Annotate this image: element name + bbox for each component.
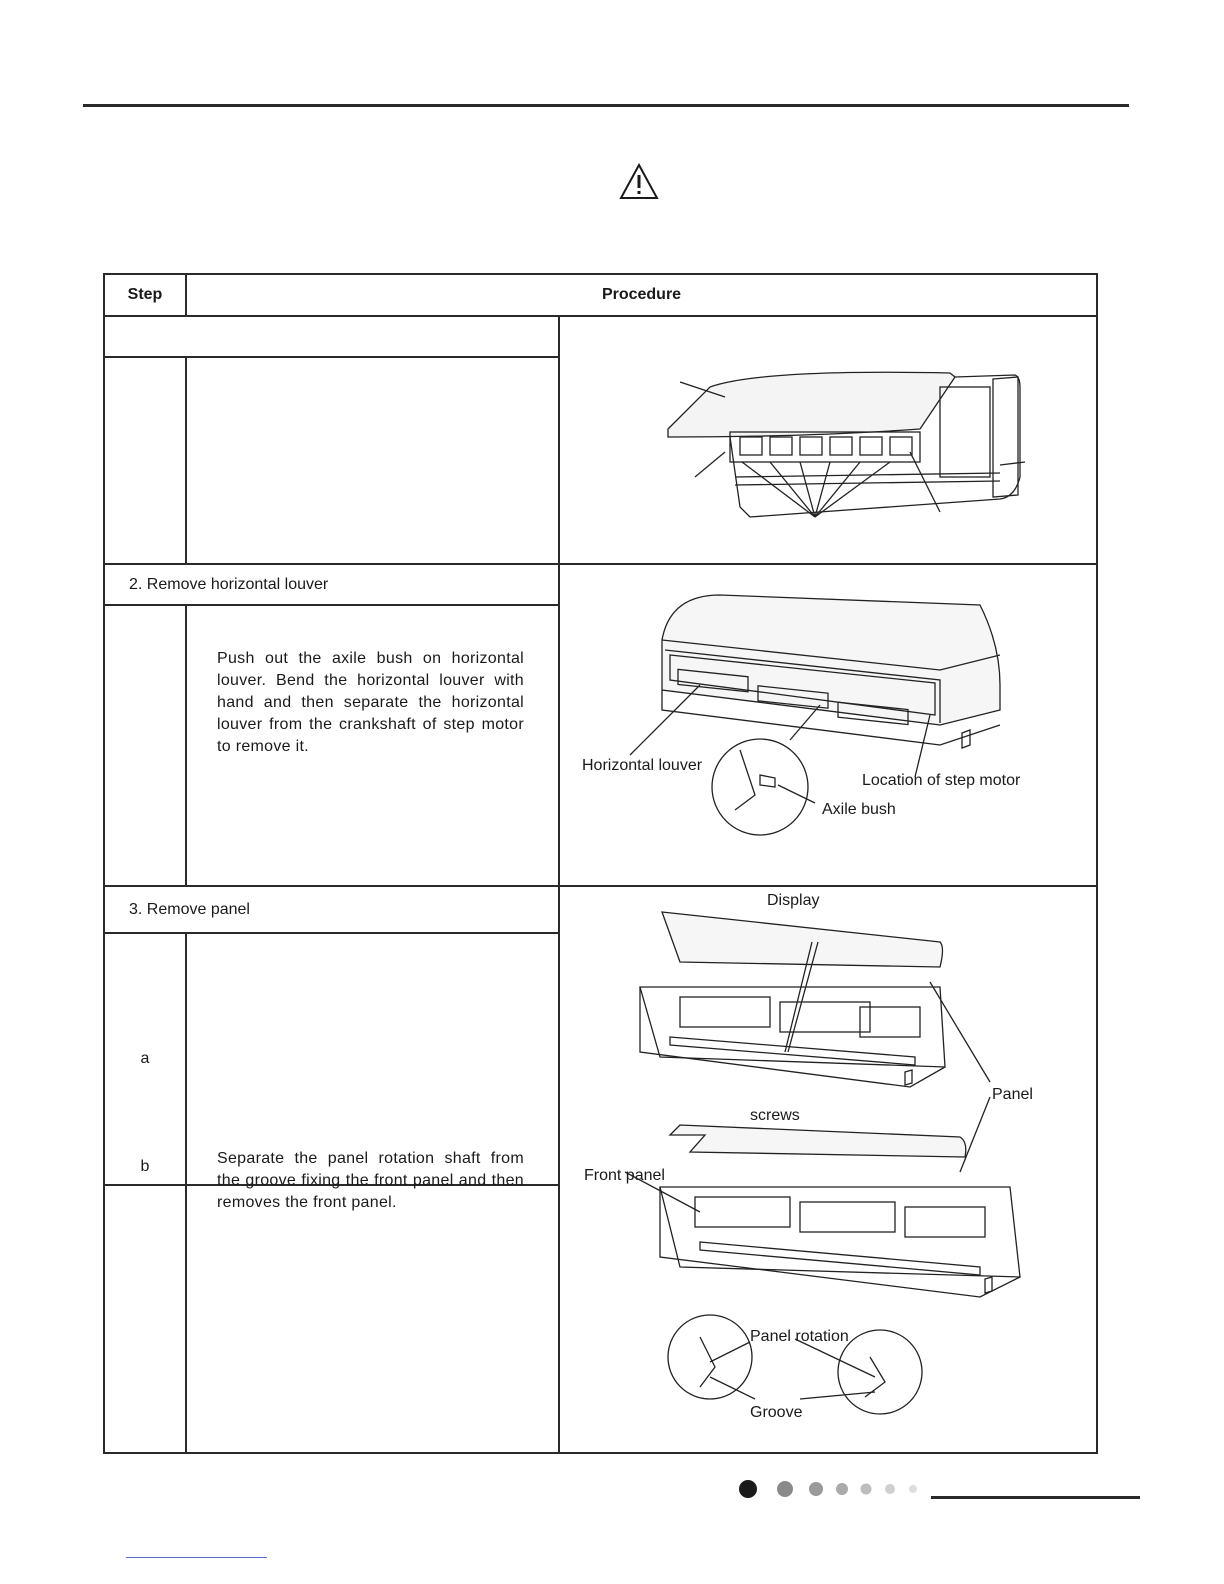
top-rule [83, 104, 1129, 107]
footer-link-underline[interactable] [126, 1557, 267, 1558]
label-front-panel: Front panel [584, 1167, 665, 1184]
section-2-step-paragraph: Push out the axile bush on horizontal louver. Bend the horizontal louver with hand and then separate the horizontal louver from the crankshaft of step motor to remove it. [217, 650, 524, 755]
indoor-unit-open-panel-figure [560, 317, 1096, 562]
section-1-step-label [104, 357, 186, 564]
label-screws: screws [750, 1107, 800, 1124]
section-2-step-text [186, 605, 559, 886]
warning-triangle-icon [619, 163, 659, 201]
section-3-step-b-label-text: b [140, 1158, 150, 1175]
louver-removal-figure [560, 565, 1096, 883]
section-3-figure [559, 886, 1097, 1453]
section-3-step-b-label [104, 1158, 186, 1453]
label-groove: Groove [750, 1404, 803, 1421]
label-horizontal-louver: Horizontal louver [582, 757, 703, 774]
section-1-figure [559, 316, 1097, 564]
panel-removal-figure [560, 887, 1096, 1452]
header-step: Step [104, 274, 186, 316]
label-panel: Panel [992, 1086, 1033, 1103]
label-step-motor: Location of step motor [862, 772, 1021, 789]
section-3-title: 3. Remove panel [104, 886, 559, 933]
label-axile-bush: Axile bush [822, 801, 896, 818]
section-2-step-label [104, 605, 186, 886]
section-1-step-text [186, 357, 559, 564]
section-2-title: 2. Remove horizontal louver [104, 564, 559, 605]
procedure-table [103, 273, 1098, 1454]
header-procedure: Procedure [186, 274, 1097, 316]
section-1-title [104, 316, 559, 357]
label-display: Display [767, 892, 820, 909]
section-3-step-b-paragraph: Separate the panel rotation shaft from the groove fixing the front panel and then removes the front panel. [217, 1150, 524, 1211]
section-2-figure [559, 564, 1097, 886]
section-3-step-b-text [186, 1150, 559, 1453]
footer-rule [931, 1496, 1140, 1499]
progress-dots-icon [738, 1478, 938, 1502]
label-panel-rotation: Panel rotation [750, 1328, 849, 1345]
section-3-step-a-label: a [104, 933, 186, 1185]
